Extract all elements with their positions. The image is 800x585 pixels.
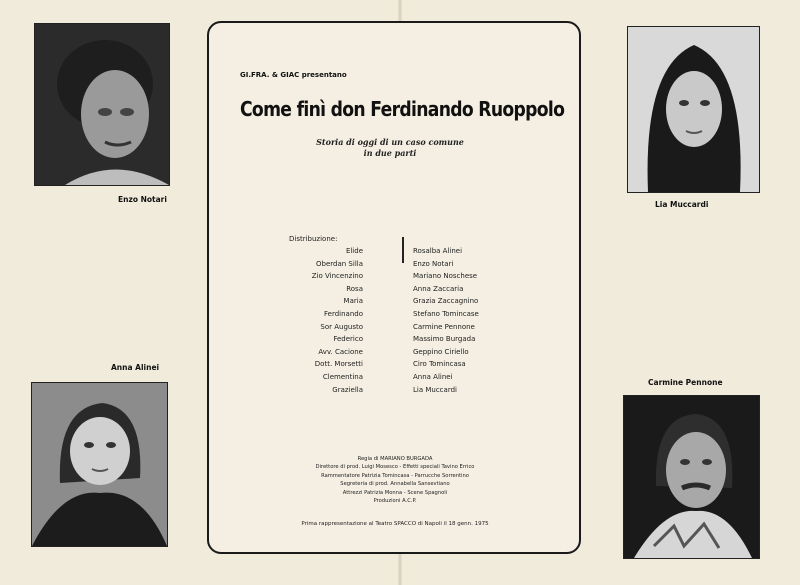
cast-actor: Massimo Burgada [413,335,476,344]
cast-row [250,373,510,386]
cast-role: Federico [333,335,363,344]
cast-row [250,272,510,285]
play-title: Come finì don Ferdinando Ruoppolo [240,97,565,121]
man-portrait-icon [35,24,169,185]
cast-row [250,247,510,260]
caption-enzo-notari: Enzo Notari [118,195,167,204]
credit-line: Regia di MARIANO BURGADA [357,456,433,462]
portrait-anna-alinei [31,382,168,547]
cast-actor: Ciro Tomincasa [413,360,466,369]
cast-row [250,260,510,273]
cast-role: Elide [345,247,363,255]
cast-row [250,297,510,310]
cast-row [250,386,510,399]
portrait-carmine-pennone [623,395,760,559]
cast-role: Dott. Morsetti [314,360,363,369]
woman-portrait-icon [628,27,759,192]
cast-actor: Mariano Noschese [413,272,478,281]
play-subtitle [300,137,480,159]
cast-row [250,310,510,323]
credit-line: Rammentatore Patrizia Tomincasa - Parrucche Sorrentino [321,472,469,479]
cast-actor: Grazia Zaccagnino [413,297,479,306]
credit-line: Direttore di prod. Luigi Mosesco - Effetti speciali Tavino Errico [315,464,475,471]
caption-carmine-pennone: Carmine Pennone [648,378,723,387]
cast-role: Sor Augusto [320,322,363,331]
cast-actor: Carmine Pennone [413,322,475,331]
subtitle-line: Storia di oggi di un caso comune [316,137,464,147]
portrait-enzo-notari [34,23,170,186]
cast-actor: Lia Muccardi [413,385,457,394]
credits-block [240,455,550,505]
caption-anna-alinei: Anna Alinei [111,363,160,372]
cast-role: Ferdinando [324,309,363,318]
subtitle-line: in due parti [363,148,417,158]
credit-line: Segreteria di prod. Annabella Sansevtiano [340,481,450,488]
distribution-label: Distribuzione: [289,235,338,243]
cast-actor: Anna Zaccaria [413,284,464,293]
caption-lia-muccardi: Lia Muccardi [655,200,709,209]
cast-role: Avv. Cacione [318,347,363,356]
portrait-lia-muccardi [627,26,760,193]
cast-row [250,285,510,298]
cast-role: Graziella [332,385,363,394]
cast-role: Rosa [346,284,363,293]
cast-row [250,335,510,348]
cast-role: Oberdan Silla [316,259,363,268]
cast-row [250,348,510,361]
cast-actor: Geppino Ciriello [413,347,469,356]
cast-actor: Rosalba Alinei [413,247,463,255]
cast-role: Maria [343,297,363,306]
man-portrait-icon [624,396,759,558]
credit-line: Produzioni A.C.P. [373,498,417,505]
presenter-line: GI.FRA. & GIAC presentano [240,71,347,79]
credit-line: Attrezzi Patrizia Monna - Scene Spagnoli [342,489,448,496]
cast-actor: Enzo Notari [413,259,454,268]
cast-actor: Stefano Tomincase [413,309,479,318]
cast-actor: Anna Alinei [413,372,453,381]
cast-row [250,360,510,373]
cast-role: Zio Vincenzino [311,272,363,281]
cast-row [250,323,510,336]
cast-role: Clementina [322,372,363,381]
woman-portrait-icon [32,383,167,546]
premiere-line: Prima rappresentazione al Teatro SPACCO di Napoli il 18 genn. 1975 [301,521,489,527]
cast-list [250,247,510,398]
